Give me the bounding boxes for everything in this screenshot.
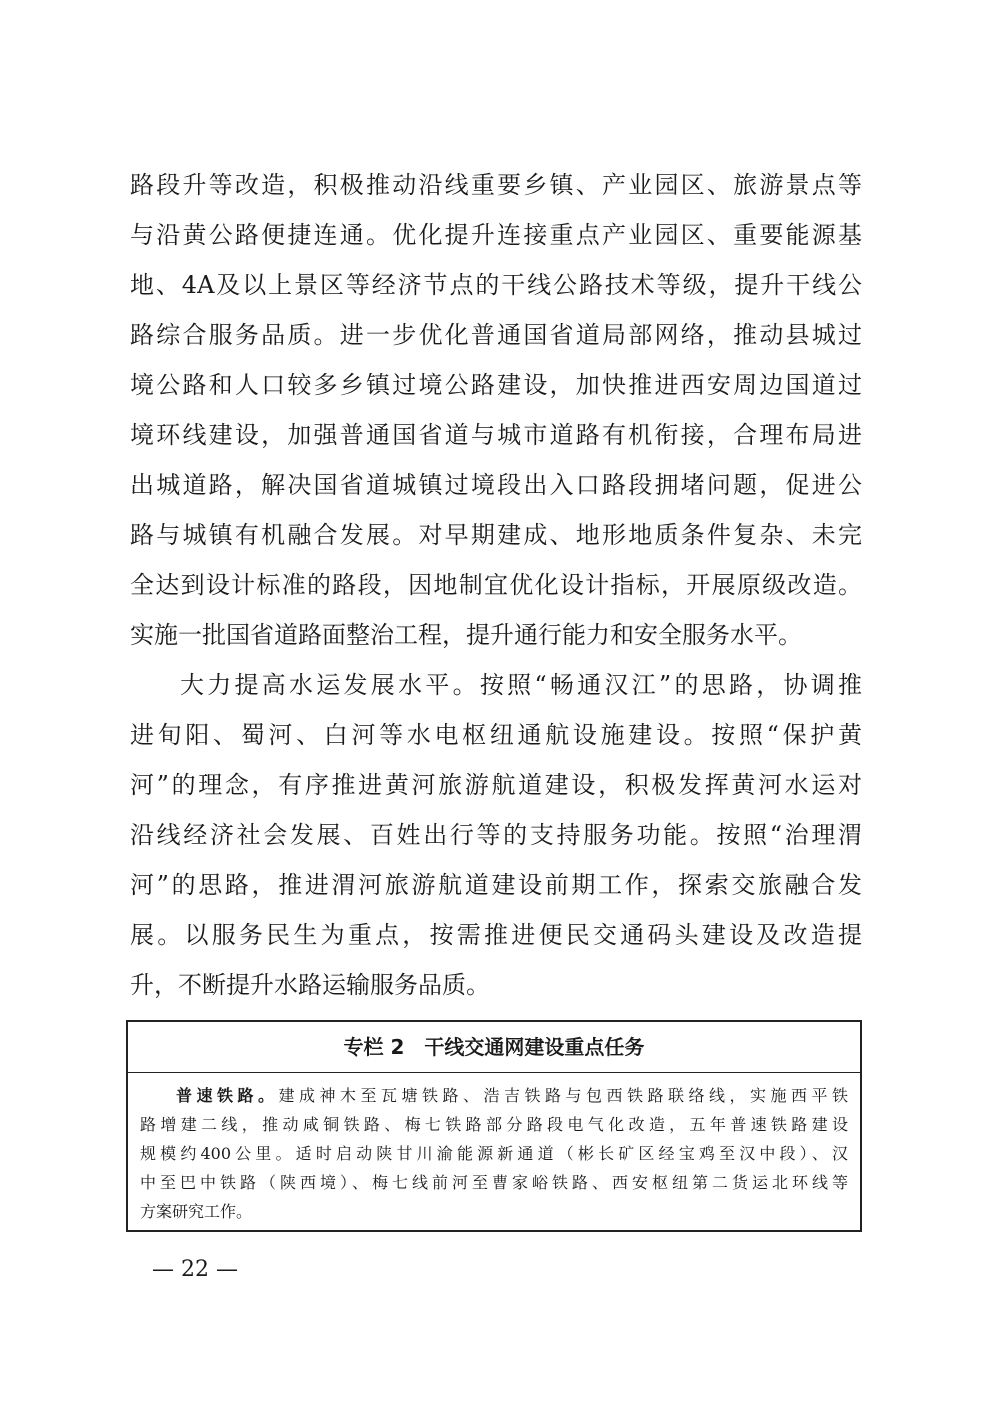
paragraph-line: 路与城镇有机融合发展。对早期建成、地形地质条件复杂、未完: [130, 521, 862, 549]
feature-box: [126, 1020, 862, 1232]
feature-box-line: 规模约400公里。适时启动陕甘川渝能源新通道（彬长矿区经宝鸡至汉中段）、汉: [140, 1144, 848, 1163]
paragraph-line: 境环线建设，加强普通国省道与城市道路有机衔接，合理布局进: [130, 421, 862, 449]
feature-box-lead: 普速铁路。: [176, 1086, 279, 1105]
feature-box-line: 路增建二线，推动咸铜铁路、梅七铁路部分路段电气化改造，五年普速铁路建设: [140, 1115, 848, 1134]
paragraph-line: 出城道路，解决国省道城镇过境段出入口路段拥堵问题，促进公: [130, 471, 862, 499]
paragraph-line: 大力提高水运发展水平。按照“畅通汉江”的思路，协调推: [180, 671, 862, 699]
paragraph-line: 河”的思路，推进渭河旅游航道建设前期工作，探索交旅融合发: [130, 871, 862, 899]
paragraph-line: 实施一批国省道路面整治工程，提升通行能力和安全服务水平。: [130, 621, 802, 649]
feature-box-line: 方案研究工作。: [140, 1202, 253, 1221]
paragraph-line: 路综合服务品质。进一步优化普通国省道局部网络，推动县城过: [130, 321, 862, 349]
paragraph-line: 与沿黄公路便捷连通。优化提升连接重点产业园区、重要能源基: [130, 221, 862, 249]
body-text: [130, 160, 862, 1010]
feature-box-line-text: 建成神木至瓦塘铁路、浩吉铁路与包西铁路联络线，实施西平铁: [278, 1086, 848, 1105]
feature-box-line: 中至巴中铁路（陕西境）、梅七线前河至曹家峪铁路、西安枢纽第二货运北环线等: [140, 1173, 848, 1192]
feature-box-line: [140, 1081, 848, 1110]
page-number: — 22 —: [152, 1257, 238, 1282]
paragraph-line: 进旬阳、蜀河、白河等水电枢纽通航设施建设。按照“保护黄: [130, 721, 862, 749]
paragraph-line: 全达到设计标准的路段，因地制宜优化设计指标，开展原级改造。: [130, 571, 862, 599]
feature-box-body: [128, 1073, 860, 1226]
paragraph-line: 河”的理念，有序推进黄河旅游航道建设，积极发挥黄河水运对: [130, 771, 862, 799]
paragraph-line: 沿线经济社会发展、百姓出行等的支持服务功能。按照“治理渭: [130, 821, 862, 849]
paragraph-line: 展。以服务民生为重点，按需推进便民交通码头建设及改造提: [130, 921, 862, 949]
paragraph-line: 境公路和人口较多乡镇过境公路建设，加快推进西安周边国道过: [130, 371, 862, 399]
paragraph-line: 升，不断提升水路运输服务品质。: [130, 971, 490, 999]
feature-box-title: 专栏 2 干线交通网建设重点任务: [128, 1022, 860, 1073]
paragraph-line: 地、4A及以上景区等经济节点的干线公路技术等级，提升干线公: [130, 271, 862, 299]
paragraph-line: 路段升等改造，积极推动沿线重要乡镇、产业园区、旅游景点等: [130, 171, 862, 199]
